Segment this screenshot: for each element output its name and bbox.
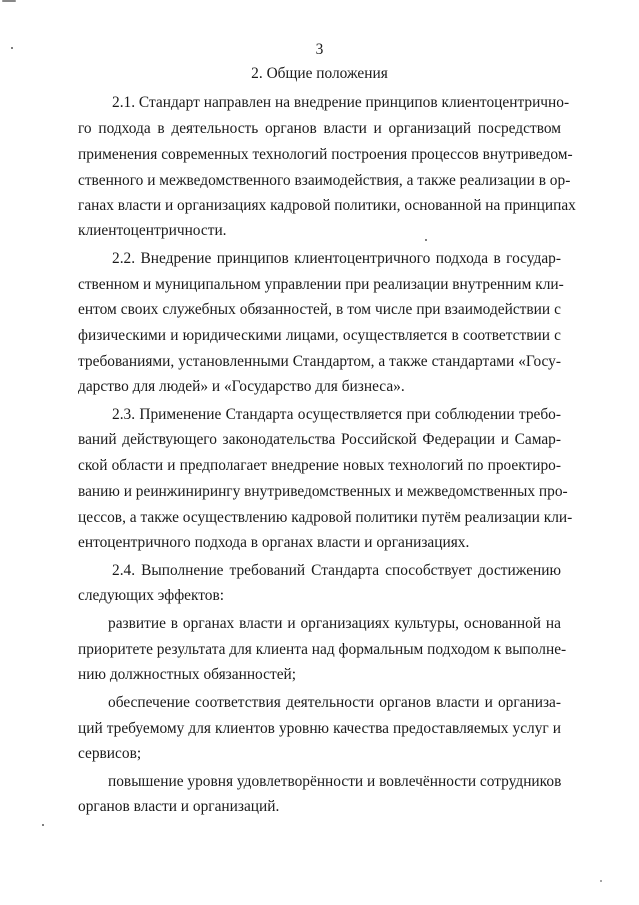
effect-1-line: нию должностных обязанностей; <box>78 666 297 683</box>
paragraph-2-3-line: цессов, а также осуществлению кадровой политики путём реализации кли- <box>78 509 573 526</box>
paragraph-2-1-line: применения современных технологий построения процессов внутриведом- <box>78 146 573 163</box>
paragraph-2-2-line: требованиями, установленными Стандартом, а также стандартами «Госу- <box>78 353 561 370</box>
paragraph-2-2-line: 2.2. Внедрение принципов клиентоцентричного подхода в государ- <box>112 250 561 267</box>
paragraph-2-2-line: физическими и юридическими лицами, осуществляется в соответствии с <box>78 327 561 344</box>
effect-1-line: приоритете результата для клиента над формальным подходом к выполне- <box>78 641 567 658</box>
paragraph-2-4-line: 2.4. Выполнение требований Стандарта способствует достижению <box>112 562 561 579</box>
paragraph-2-1-line: го подхода в деятельность органов власти и организаций посредством <box>78 120 561 137</box>
paragraph-2-2-line: дарство для людей» и «Государство для бизнеса». <box>78 378 405 395</box>
section-title: 2. Общие положения <box>251 65 388 82</box>
effect-2-line: ций требуемому для клиентов уровню качества предоставляемых услуг и <box>78 720 561 737</box>
scan-speck-mid <box>425 239 427 241</box>
scan-speck-bottom-right <box>600 880 602 882</box>
paragraph-2-2-line: ентом своих служебных обязанностей, в том числе при взаимодействии с <box>78 301 561 318</box>
effect-3-line: органов власти и организаций. <box>78 798 280 815</box>
paragraph-2-1-line: ственного и межведомственного взаимодействия, а также реализации в ор- <box>78 172 571 189</box>
paragraph-2-4-line: следующих эффектов: <box>78 587 225 604</box>
paragraph-2-1-line: клиентоцентричности. <box>78 222 227 239</box>
scan-speck-left-2 <box>42 824 44 826</box>
effect-3-line: повышение уровня удовлетворённости и вовлечённости сотрудников <box>108 773 562 790</box>
paragraph-2-3-line: ентоцентричного подхода в органах власти и организациях. <box>78 534 470 551</box>
effect-1-line: развитие в органах власти и организациях культуры, основанной на <box>108 615 561 632</box>
scan-speck-top-left <box>2 0 16 2</box>
paragraph-2-3-line: ской области и предполагает внедрение новых технологий по проектиро- <box>78 457 561 474</box>
paragraph-2-3-line: 2.3. Применение Стандарта осуществляется при соблюдении требо- <box>112 406 561 423</box>
paragraph-2-3-line: ванию и реинжинирингу внутриведомственных и межведомственных про- <box>78 483 568 500</box>
paragraph-2-1-line: ганах власти и организациях кадровой политики, основанной на принципах <box>78 197 576 214</box>
page-number: 3 <box>315 41 324 58</box>
paragraph-2-2-line: ственном и муниципальном управлении при реализации внутренним кли- <box>78 276 564 293</box>
paragraph-2-1-line: 2.1. Стандарт направлен на внедрение принципов клиентоцентрично- <box>112 94 570 111</box>
paragraph-2-3-line: ваний действующего законодательства Российской Федерации и Самар- <box>78 431 561 448</box>
effect-2-line: обеспечение соответствия деятельности органов власти и организа- <box>108 694 561 711</box>
effect-2-line: сервисов; <box>78 745 142 762</box>
